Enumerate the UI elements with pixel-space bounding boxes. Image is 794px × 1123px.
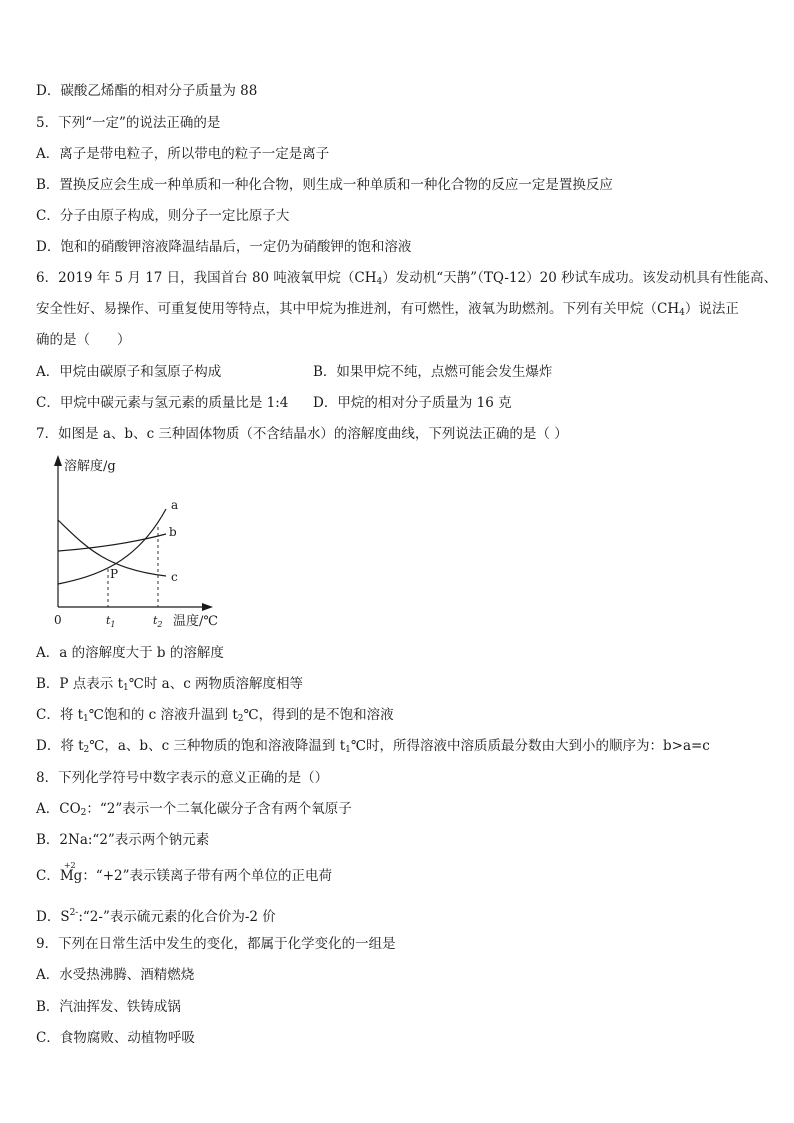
q6-stem-line3: 确的是（ ） [36,332,131,348]
q8-option-c-part2: ：“+2”表示镁离子带有两个单位的正电荷 [82,868,333,884]
q7-option-d-part1: D．将 t [36,738,84,754]
q7-option-c-part1: C．将 t [36,707,84,723]
q5-option-a: A．离子是带电粒子，所以带电的粒子一定是离子 [36,146,330,162]
mg-symbol: Mg [59,868,83,884]
q5-option-b: B．置换反应会生成一种单质和一种化合物，则生成一种单质和一种化合物的反应一定是置换反应 [36,177,613,193]
q7-option-c [36,705,394,729]
q8-option-a-part2: ：“2”表示一个二氧化碳分子含有两个氧原子 [86,801,352,817]
q7-option-d [36,736,710,760]
point-p-label: P [110,567,119,581]
q7-option-a: A．a 的溶解度大于 b 的溶解度 [36,645,224,661]
q6-text-part1: 6．2019 年 5 月 17 日，我国首台 80 吨液氧甲烷（CH [36,270,377,286]
x-tick-t2: $t_2$ [153,614,163,629]
subscript-two: 2 [237,714,244,724]
q7-option-b-part1: B．P 点表示 t [36,676,124,692]
q7-option-b [36,674,303,698]
origin-label: 0 [54,613,62,627]
y-axis [54,455,62,607]
subscript-one: 1 [83,714,89,724]
q9-stem: 9．下列在日常生活中发生的变化，都属于化学变化的一组是 [36,936,396,952]
q6-option-a: A．甲烷由碳原子和氢原子构成 [36,364,222,380]
x-axis-label: 温度/℃ [173,614,218,629]
x-tick-t1: $t_1$ [106,614,116,629]
y-axis-label: 溶解度/g [64,459,116,474]
q6-text-part4: ）说法正 [684,301,739,317]
q8-option-a-part1: A．CO [36,801,81,817]
series-label-c: c [171,570,178,584]
series-label-a: a [171,498,179,512]
subscript-one: 1 [123,683,129,693]
solubility-chart [36,452,236,637]
subscript-two: 2 [80,808,87,818]
q9-option-c: C．食物腐败、动植物呼吸 [36,1030,195,1046]
q4-option-d: D．碳酸乙烯酯的相对分子质量为 88 [36,83,258,99]
q8-option-d-part2: :“2-”表示硫元素的化合价为-2 价 [78,909,276,925]
q7-stem: 7．如图是 a、b、c 三种固体物质（不含结晶水）的溶解度曲线，下列说法正确的是（ ） [36,426,568,442]
q7-option-d-part3: ℃时，所得溶液中溶质质最分数由大到小的顺序为：b>a=c [350,738,710,754]
q8-stem: 8．下列化学符号中数字表示的意义正确的是（） [36,770,329,786]
q6-option-c: C．甲烷中碳元素与氢元素的质量比是 1:4 [36,395,289,411]
q8-option-c [36,861,333,886]
q6-option-b: B．如果甲烷不纯，点燃可能会发生爆炸 [313,364,553,380]
q6-stem-line1 [36,268,777,292]
q6-option-d: D．甲烷的相对分子质量为 16 克 [313,395,512,411]
sulfide-charge: 2- [69,908,79,918]
q5-option-d: D．饱和的硝酸钾溶液降温结晶后，一定仍为硝酸钾的饱和溶液 [36,239,412,255]
q8-option-d [36,903,276,927]
q8-option-b: B．2Na:“2”表示两个钠元素 [36,832,210,848]
q9-option-b: B．汽油挥发、铁铸成锅 [36,999,181,1015]
q8-option-c-part1: C． [36,868,60,884]
q6-stem-line2 [36,299,739,323]
subscript-four: 4 [376,277,383,287]
q7-option-d-part2: ℃，a、b、c 三种物质的饱和溶液降温到 t [89,738,346,754]
q5-option-c: C．分子由原子构成，则分子一定比原子大 [36,208,290,224]
subscript-four: 4 [679,308,685,318]
q5-stem: 5．下列“一定”的说法正确的是 [36,115,221,131]
subscript-one: 1 [345,745,351,755]
q6-text-part2: ）发动机“天鹊”（TQ-12）20 秒试车成功。该发动机具有性能高、 [382,270,778,286]
mg-valence-charge: +2 [63,861,76,870]
q8-option-d-part1: D．S [36,909,70,925]
series-label-b: b [169,525,177,539]
curve-b [58,534,166,551]
q7-option-c-part3: ℃，得到的是不饱和溶液 [243,707,394,723]
q7-option-c-part2: ℃饱和的 c 溶液升温到 t [88,707,238,723]
q7-option-b-part2: ℃时 a、c 两物质溶解度相等 [128,676,304,692]
x-axis [58,603,213,611]
subscript-two: 2 [83,745,90,755]
q8-option-a [36,799,352,823]
q9-option-a: A．水受热沸腾、酒精燃烧 [36,967,195,983]
q6-text-part3: 安全性好、易操作、可重复使用等特点，其中甲烷为推进剂，有可燃性，液氧为助燃剂。下列有关甲烷（CH [36,301,680,317]
mg-valence-symbol [59,861,83,886]
